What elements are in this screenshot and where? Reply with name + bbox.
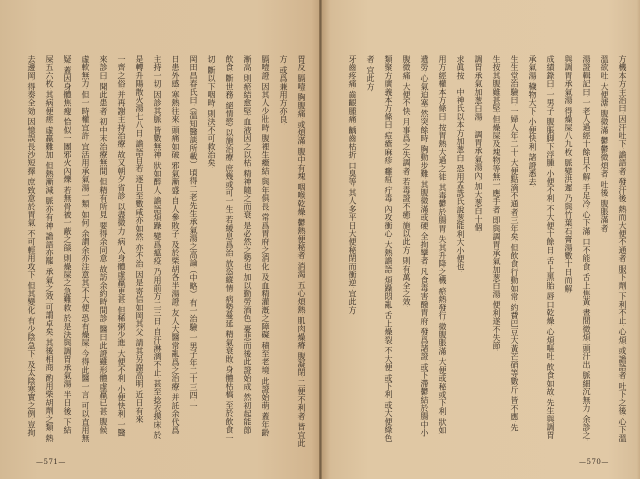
right-page: [321, 0, 640, 479]
text-column: 膈噎證。因其人少壯時。腹裡生癥結。與年俱長。常爲胃府之消化。及血精灌漑之障礙。積至老境。此證始萌。蓋年齡: [261, 55, 270, 437]
text-column: 飲食。斷世務。絕情慾。以施治療。庶幾或可一生。若緩息爲治。放恣縱情。病勢蔓延。精氣衰敗。身體枯槁。至於飲食一: [225, 55, 234, 442]
page-number: —571—: [36, 458, 66, 466]
text-column: 者。宜此方。: [366, 55, 375, 94]
text-column: 虛軟無力。但一時權宜許。宜活用承氣湯一類。如何。余謂余亦注意其不大便。恐有燥屎。今得此醫一言。可以直用無: [81, 55, 90, 443]
text-column: 溫欲吐。大便溏。腹微滿。鬱鬱微煩者。吐後。腹脹滿者。: [600, 55, 609, 235]
text-column: 漸高。則瘀結愈堅。血液因之以枯。精神隨之而衰。是必然之勢也。加以勤勞酒色。憂悲而後此證始成。然初起能節: [243, 55, 252, 435]
text-column: 一齊之俗。并再謝主持治療。故又朝夕省診。以盡微力。病人身體虛羸更甚。但稀粥少進。大便不利。小便快利。一醫: [117, 55, 126, 437]
text-column: 來診曰。聞此患者。初中末治療無間。但精有所見。要得余同意。故訪余約時間診。醫曰此證雖形體虛羸已甚。腹候: [99, 55, 108, 435]
text-column: 胃反。膈噎。胸腹痛。或煩滿。腹中有塊。咽喉乾燥。鬱熱便秘者。消渴。五心煩熱。肌肉燥瘠。腹凝閉。二便不利者。皆宜此: [297, 55, 306, 448]
text-column: 主持一切。因診其脈。皆數無神。狀如醉人。譫語煩躁。變爲瘟疫。乃用前方二三日。自汗淋漓不止。甚至捻衣摸床。於: [153, 55, 162, 440]
book-spine: [319, 0, 322, 479]
text-column: 調胃承氣加葱白湯。 調胃承氣湯內。加大葱白十個。: [474, 55, 483, 234]
text-column: 方機本方主治曰。因汗吐下。譫語者。發汗後。熱而大便不通者。服下劑。下利不止。心煩。或譫語者。吐下之後。心下溫: [618, 55, 627, 442]
text-column: 日患外感。寒熱往來。頭痛如破。邪氣漸盛。自人參敗子。及於柴胡各半湯證。友人大醫常亂爲之治療。并託余代爲: [171, 55, 180, 435]
text-column: 去邊岡。得奏全効。因憶誤長沙短擇。庶致意於胃氣。不可輕用攻下。但其變化。有少陰急下。及太陰寒實之例。豈拘: [27, 55, 36, 437]
page-number: —570—: [579, 458, 609, 466]
text-column: 成績錄曰。一男子。腹脹脚下浮腫。小便不利。不大便十餘日。舌上黑胎。唇口乾燥。心煩嘔吐。飲食如故。先生與調胃: [546, 55, 555, 440]
text-column: 疑。蓋因身體焦瘦。恰似一團邪火內爍。若無骨被一蔽之燄。則燥屎之急難救。於是決與調胃承氣湯。半日後。下結: [63, 55, 72, 435]
text-column: 生生堂治驗曰。一婦人年二十。大便點滴不通者三年矣。但飲食行動如常。約費巴豆大黃芒硝等數斤。皆不應。先: [510, 55, 519, 432]
text-column: 承氣湯。穢物大下。小便快利。諸證悉去。: [528, 55, 537, 189]
text-column: 用方經權本方條曰。按胃熱大過之徒。其毒鬱於腸胃。失其升降之機。瘀熱發行。微腹脹滿。大便或秘或下利。狀如: [438, 55, 447, 435]
text-column: 牙齒疼痛。齒齦腫痛。齲齒枯折。口臭等。其人多平日大便秘閉而衝逆。宜此方。: [348, 55, 357, 317]
text-column: 腹微痛。大便不快。月事爲之失調者。若毒證不癒。施以此方。則有萬全之效。: [402, 55, 411, 309]
text-column: 湯證輯記曰。一老人過經十餘日不解。手足冷。心下滿。口不能食。舌上焦黃。晝間微煩。頭汗出。脈細沉無力。余診之。: [582, 55, 591, 442]
text-column: 與調胃承氣湯。得燥屎八九枚。脈變洪遲。乃與竹葉石膏湯數十日而解。: [564, 55, 573, 296]
text-column: 生按其腹雖甚堅。但燥屎及塊物等無一應手者。即與調胃承氣加葱白湯。便利遂不失節。: [492, 55, 501, 353]
text-column: 屎五六枚。其病便瘥。虛羸難加。但熱漸減。脈亦有神。譫語亦罷。承氣之效。可謂卓矣。其後相商。酌用柴胡劑之類。熱: [45, 55, 54, 443]
text-column: 遺勞。心氣迫塞。然突餘時。胸動步難。其腹微滿或硬。全拘攣者。凡食毒害醱胃府。發爲諸證。或下滯鬱結於腸中小: [420, 55, 429, 437]
text-column: 方。或爲兼用方亦良。: [279, 55, 288, 126]
text-column: 是轉升陽散火湯七八日。譫語自若。逐日至數咸亦如然。亦不治。因是寄信如岡其父。請其另謝高明。近日有來: [135, 55, 144, 424]
text-column: 岡田昌春氏曰。（溫知醫談所載）頃得二老先生承氣湯之高論。（中略）有一治驗。一男子年二十三四。一: [189, 55, 198, 411]
text-column: 類聚方廣義本方條曰。痘瘡麻疹。癰疽。疔毒。內攻衝心。大熱譫語。煩躁悶亂。舌上燥裂。不大便。或下利。或大便綠色: [384, 55, 393, 442]
text-column: 求眞按 中神氏以本方加葱白。恐用孟詵氏說葱能利大小便也。: [456, 55, 465, 274]
text-column: 切。斷以下咽時。則決不可救治矣。: [207, 55, 216, 170]
